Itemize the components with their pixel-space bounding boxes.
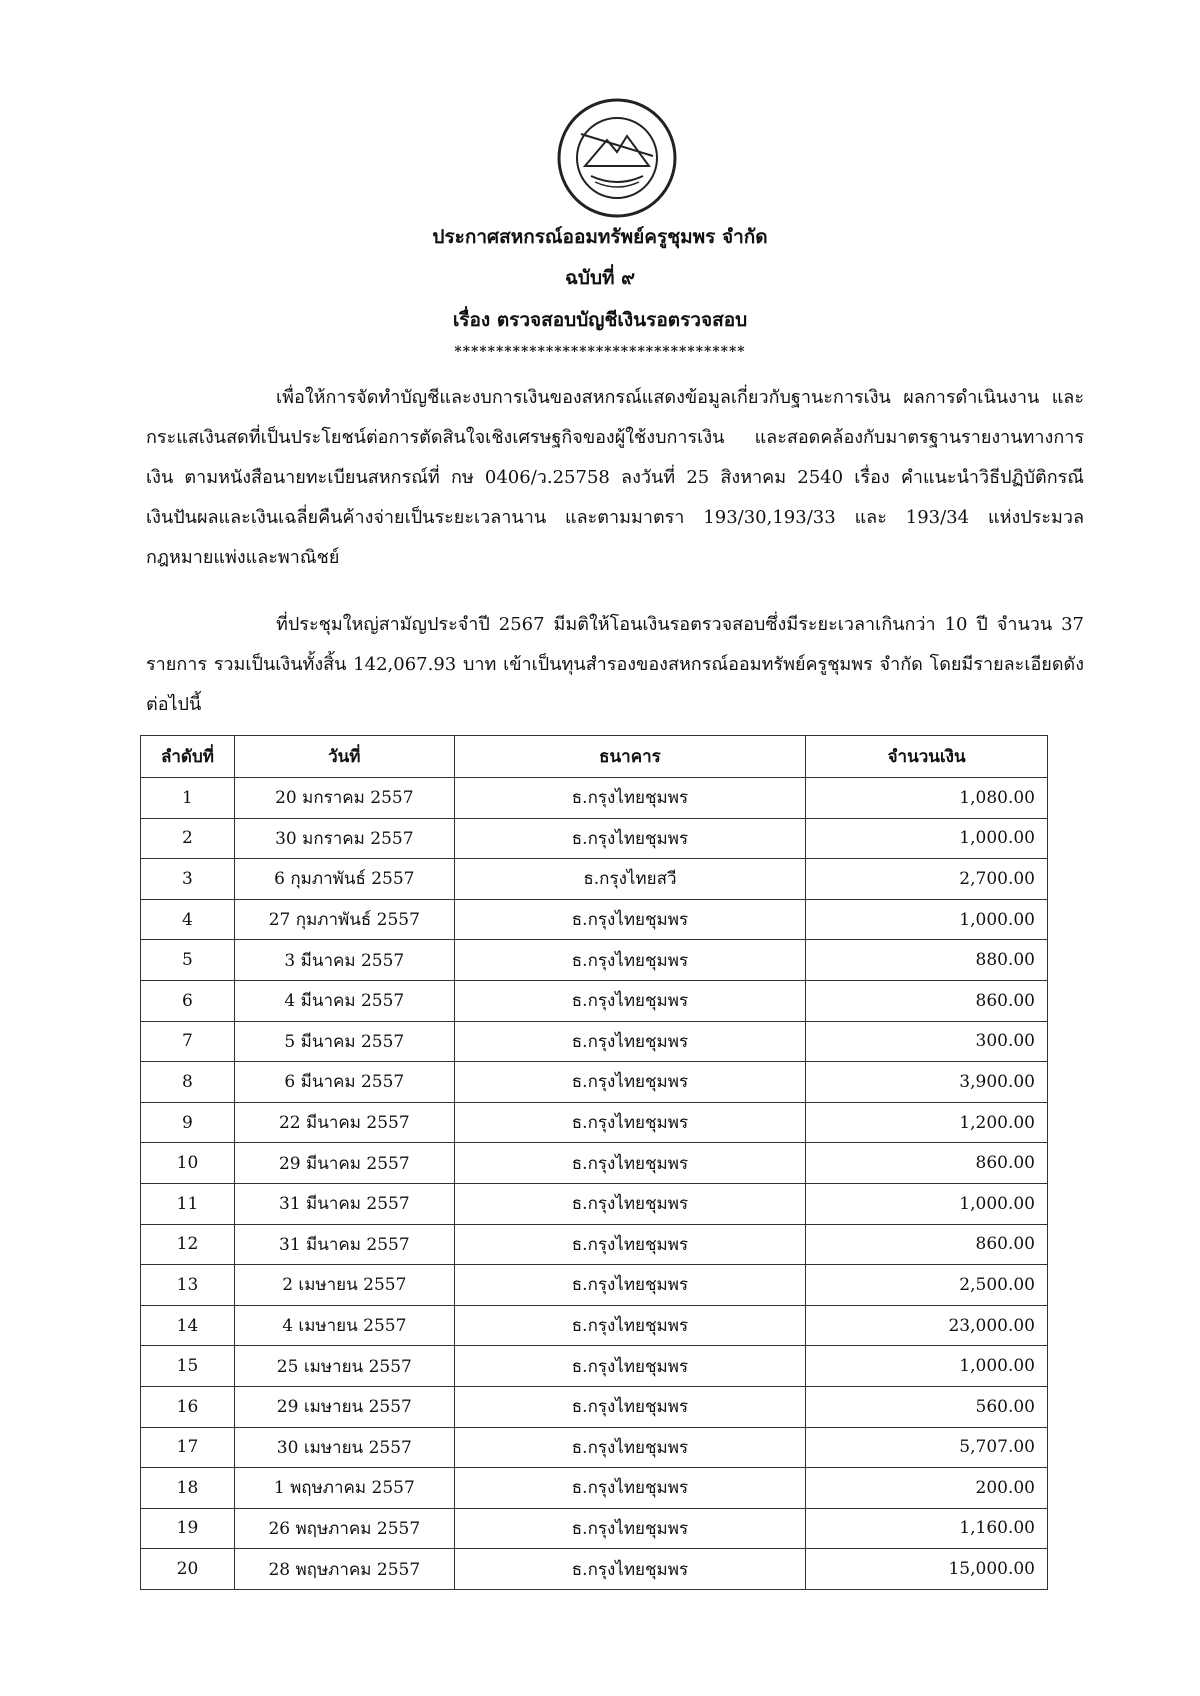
table-row — [141, 818, 1048, 859]
cell-order: 12 — [141, 1224, 235, 1265]
cell-date: 4 มีนาคม 2557 — [234, 980, 454, 1021]
cell-order: 20 — [141, 1549, 235, 1590]
cell-amount: 1,160.00 — [806, 1508, 1048, 1549]
cell-amount: 1,080.00 — [806, 778, 1048, 819]
cell-amount: 1,000.00 — [806, 1346, 1048, 1387]
table-row — [141, 1224, 1048, 1265]
cell-bank: ธ.กรุงไทยชุมพร — [454, 1508, 806, 1549]
cell-order: 7 — [141, 1021, 235, 1062]
table-row — [141, 1062, 1048, 1103]
cell-bank: ธ.กรุงไทยชุมพร — [454, 1143, 806, 1184]
cell-bank: ธ.กรุงไทยชุมพร — [454, 1427, 806, 1468]
cell-bank: ธ.กรุงไทยชุมพร — [454, 778, 806, 819]
cell-date: 1 พฤษภาคม 2557 — [234, 1468, 454, 1509]
cell-order: 2 — [141, 818, 235, 859]
cell-amount: 560.00 — [806, 1386, 1048, 1427]
cell-order: 13 — [141, 1265, 235, 1306]
announcement-subject: เรื่อง ตรวจสอบบัญชีเงินรอตรวจสอบ — [452, 309, 748, 331]
cell-bank: ธ.กรุงไทยชุมพร — [454, 1468, 806, 1509]
cell-amount: 3,900.00 — [806, 1062, 1048, 1103]
cell-date: 29 เมษายน 2557 — [234, 1386, 454, 1427]
table-row — [141, 940, 1048, 981]
cell-amount: 300.00 — [806, 1021, 1048, 1062]
table-row — [141, 1183, 1048, 1224]
header-order: ลำดับที่ — [141, 736, 235, 778]
cell-bank: ธ.กรุงไทยชุมพร — [454, 1021, 806, 1062]
cell-bank: ธ.กรุงไทยชุมพร — [454, 1346, 806, 1387]
cell-amount: 880.00 — [806, 940, 1048, 981]
cell-date: 5 มีนาคม 2557 — [234, 1021, 454, 1062]
cell-date: 6 มีนาคม 2557 — [234, 1062, 454, 1103]
cell-bank: ธ.กรุงไทยชุมพร — [454, 940, 806, 981]
cell-date: 22 มีนาคม 2557 — [234, 1102, 454, 1143]
table-row — [141, 1305, 1048, 1346]
cell-bank: ธ.กรุงไทยชุมพร — [454, 899, 806, 940]
header-date: วันที่ — [234, 736, 454, 778]
cell-date: 31 มีนาคม 2557 — [234, 1224, 454, 1265]
cell-order: 9 — [141, 1102, 235, 1143]
table-row — [141, 1265, 1048, 1306]
transactions-table — [140, 735, 1048, 1590]
table-row — [141, 1143, 1048, 1184]
cell-amount: 15,000.00 — [806, 1549, 1048, 1590]
cooperative-seal-logo — [555, 96, 679, 220]
cell-order: 11 — [141, 1183, 235, 1224]
cell-amount: 1,000.00 — [806, 1183, 1048, 1224]
cell-bank: ธ.กรุงไทยชุมพร — [454, 1224, 806, 1265]
cell-bank: ธ.กรุงไทยชุมพร — [454, 1183, 806, 1224]
cell-date: 2 เมษายน 2557 — [234, 1265, 454, 1306]
cell-date: 26 พฤษภาคม 2557 — [234, 1508, 454, 1549]
cell-order: 17 — [141, 1427, 235, 1468]
cell-date: 6 กุมภาพันธ์ 2557 — [234, 859, 454, 900]
cell-amount: 860.00 — [806, 1143, 1048, 1184]
header-amount: จำนวนเงิน — [806, 736, 1048, 778]
cell-date: 31 มีนาคม 2557 — [234, 1183, 454, 1224]
announcement-issue: ฉบับที่ ๙ — [564, 267, 636, 289]
cell-order: 1 — [141, 778, 235, 819]
cell-amount: 2,700.00 — [806, 859, 1048, 900]
cell-date: 20 มกราคม 2557 — [234, 778, 454, 819]
cell-bank: ธ.กรุงไทยชุมพร — [454, 1265, 806, 1306]
cell-order: 6 — [141, 980, 235, 1021]
cell-bank: ธ.กรุงไทยชุมพร — [454, 1062, 806, 1103]
table-row — [141, 1346, 1048, 1387]
cell-amount: 860.00 — [806, 980, 1048, 1021]
table-row — [141, 1021, 1048, 1062]
cell-date: 25 เมษายน 2557 — [234, 1346, 454, 1387]
cell-amount: 200.00 — [806, 1468, 1048, 1509]
cell-amount: 5,707.00 — [806, 1427, 1048, 1468]
cell-bank: ธ.กรุงไทยชุมพร — [454, 1386, 806, 1427]
cell-bank: ธ.กรุงไทยชุมพร — [454, 1549, 806, 1590]
cell-amount: 1,000.00 — [806, 818, 1048, 859]
cell-date: 29 มีนาคม 2557 — [234, 1143, 454, 1184]
cell-bank: ธ.กรุงไทยสวี — [454, 859, 806, 900]
cell-order: 18 — [141, 1468, 235, 1509]
cell-order: 5 — [141, 940, 235, 981]
body-paragraph-1: เพื่อให้การจัดทำบัญชีและงบการเงินของสหกรณ์แสดงข้อมูลเกี่ยวกับฐานะการเงิน ผลการดำเนินงาน และกระแสเงินสดที่เป็นประโยชน์ต่อการตัดสินใจเชิงเศรษฐกิจของผู้ใช้งบการเงิน และสอดคล้องกับมาตรฐานรายงานทางการเงิน ตามหนังสือนายทะเบียนสหกรณ์ที่ กษ 0406/ว.25758 ลงวันที่ 25 สิงหาคม 2540 เรื่อง คำแนะนำวิธีปฏิบัติกรณีเงินปันผลและเงินเฉลี่ยคืนค้างจ่ายเป็นระยะเวลานาน และตามมาตรา 193/30,193/33 และ 193/34 แห่งประมวลกฎหมายแพ่งและพาณิชย์ — [146, 387, 1084, 568]
cell-bank: ธ.กรุงไทยชุมพร — [454, 1102, 806, 1143]
table-row — [141, 1468, 1048, 1509]
header-bank: ธนาคาร — [454, 736, 806, 778]
table-row — [141, 899, 1048, 940]
body-paragraph-2: ที่ประชุมใหญ่สามัญประจำปี 2567 มีมติให้โอนเงินรอตรวจสอบซึ่งมีระยะเวลาเกินกว่า 10 ปี จำนวน 37 รายการ รวมเป็นเงินทั้งสิ้น 142,067.93 บาท เข้าเป็นทุนสำรองของสหกรณ์ออมทรัพย์ครูชุมพร จำกัด โดยมีรายละเอียดดังต่อไปนี้ — [146, 614, 1084, 715]
table-row — [141, 1549, 1048, 1590]
cell-bank: ธ.กรุงไทยชุมพร — [454, 1305, 806, 1346]
table-row — [141, 1427, 1048, 1468]
cell-order: 8 — [141, 1062, 235, 1103]
announcement-title: ประกาศสหกรณ์ออมทรัพย์ครูชุมพร จำกัด — [432, 226, 768, 248]
cell-amount: 860.00 — [806, 1224, 1048, 1265]
table-header-row — [141, 736, 1048, 778]
cell-date: 27 กุมภาพันธ์ 2557 — [234, 899, 454, 940]
cell-amount: 23,000.00 — [806, 1305, 1048, 1346]
table-row — [141, 980, 1048, 1021]
cell-date: 3 มีนาคม 2557 — [234, 940, 454, 981]
cell-date: 4 เมษายน 2557 — [234, 1305, 454, 1346]
cell-amount: 1,000.00 — [806, 899, 1048, 940]
cell-amount: 2,500.00 — [806, 1265, 1048, 1306]
cell-order: 4 — [141, 899, 235, 940]
divider-stars: *********************************** — [454, 344, 746, 360]
cell-date: 30 มกราคม 2557 — [234, 818, 454, 859]
cell-date: 28 พฤษภาคม 2557 — [234, 1549, 454, 1590]
cell-order: 10 — [141, 1143, 235, 1184]
table-row — [141, 1508, 1048, 1549]
cell-order: 16 — [141, 1386, 235, 1427]
table-row — [141, 778, 1048, 819]
table-row — [141, 1386, 1048, 1427]
cell-order: 14 — [141, 1305, 235, 1346]
table-row — [141, 1102, 1048, 1143]
cell-order: 15 — [141, 1346, 235, 1387]
cell-order: 3 — [141, 859, 235, 900]
cell-date: 30 เมษายน 2557 — [234, 1427, 454, 1468]
cell-order: 19 — [141, 1508, 235, 1549]
cell-amount: 1,200.00 — [806, 1102, 1048, 1143]
cell-bank: ธ.กรุงไทยชุมพร — [454, 818, 806, 859]
table-row — [141, 859, 1048, 900]
cell-bank: ธ.กรุงไทยชุมพร — [454, 980, 806, 1021]
